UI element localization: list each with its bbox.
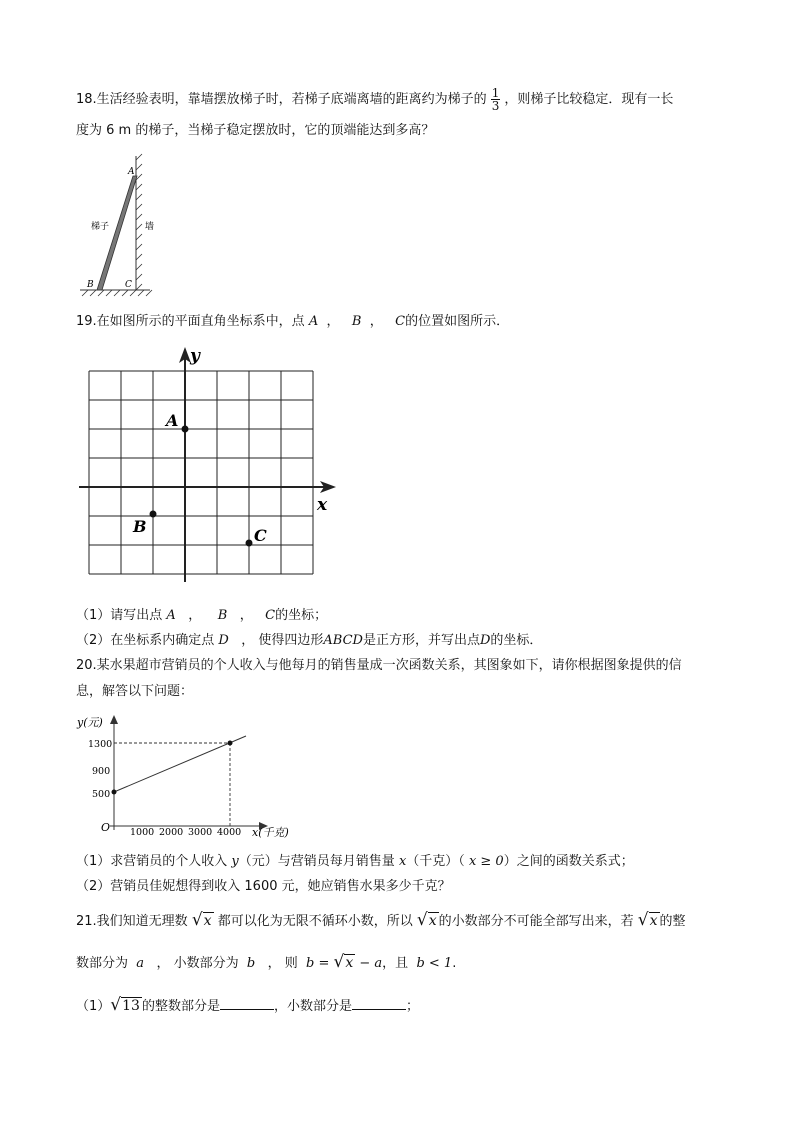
sqrt-13: √13 <box>110 995 140 1015</box>
function-line <box>114 736 246 792</box>
q21-sub1-text: 的整数部分是 <box>141 999 220 1014</box>
point-b-label: B <box>87 280 94 290</box>
point-b-label: B <box>133 517 147 536</box>
separator: ， <box>369 314 383 329</box>
q19-text: 19.在如图所示的平面直角坐标系中，点 <box>76 314 305 329</box>
q20-sub2: （2）营销员佳妮想得到收入 1600 元，她应销售水果多少千克？ <box>76 879 451 894</box>
point-c-label: C <box>125 280 132 290</box>
q20-line1: 20.某水果超市营销员的个人收入与他每月的销售量成一次函数关系，其图象如下，请你根据图象提供的信 <box>76 658 682 673</box>
coordinate-grid <box>74 342 336 588</box>
wall-hatch <box>136 154 142 290</box>
quadrilateral-abcd: ABCD <box>323 633 363 648</box>
ground-hatch <box>82 290 152 296</box>
fraction-numerator: 1 <box>491 86 500 100</box>
period: . <box>452 956 457 971</box>
ytick-900: 900 <box>92 766 111 777</box>
grid-lines <box>89 371 313 574</box>
chart-x-label: x(千克) <box>252 826 289 839</box>
ladder-label: 梯子 <box>91 222 110 232</box>
ladder-shape <box>97 176 137 290</box>
q19-text: 的位置如图所示． <box>405 314 510 329</box>
q21-line1 <box>76 910 686 932</box>
point-b: B <box>351 314 362 329</box>
wall-label: 墙 <box>145 222 155 232</box>
radicand: x <box>345 955 354 971</box>
chart-y-arrow <box>110 715 118 724</box>
q21-text: ，且 <box>382 956 409 971</box>
equation-rhs: − a <box>359 956 383 971</box>
q19-sub2-text: ， 使得四边形 <box>241 633 324 648</box>
var-x: x <box>398 854 407 869</box>
point-c-dot <box>246 540 253 547</box>
q21-text: 的小数部分不可能全部写出来，若 <box>438 914 634 929</box>
q21-text: 的整 <box>659 914 686 929</box>
q21-sub1-text: （1） <box>76 999 111 1014</box>
q21-line2 <box>76 952 456 974</box>
q21-text: 21.我们知道无理数 <box>76 914 188 929</box>
condition-b: b < 1 <box>416 956 453 971</box>
equation-lhs: b = <box>306 956 330 971</box>
q20-sub1-text: （1）求营销员的个人收入 <box>76 854 228 869</box>
point-a-label: A <box>166 411 179 430</box>
q19-sub2-text: 的坐标． <box>490 633 543 648</box>
separator: ， <box>326 314 340 329</box>
ytick-1300: 1300 <box>88 739 113 750</box>
q18-line2: 度为 6 m 的梯子，当梯子稳定摆放时，它的顶端能达到多高？ <box>76 123 435 138</box>
q20-sub1-text: （千克）（ <box>406 854 465 869</box>
point-a: A <box>308 314 319 329</box>
point-c-label: C <box>254 526 267 545</box>
q21-text: 都可以化为无限不循环小数，所以 <box>217 914 413 929</box>
point-a-label: A <box>128 167 135 177</box>
fraction-one-third <box>491 87 501 112</box>
point-d: D <box>218 633 229 648</box>
var-y: y <box>231 854 239 869</box>
xtick-2000: 2000 <box>159 827 184 838</box>
point-start <box>112 790 117 795</box>
q20-sub1-text: ）之间的函数关系式； <box>503 854 634 869</box>
x-axis-label: x <box>317 495 328 515</box>
point-d: D <box>479 633 491 648</box>
point-c: C <box>395 314 406 329</box>
q18-line1 <box>76 87 673 112</box>
q19-sub1 <box>76 606 327 626</box>
var-b: b <box>246 956 256 971</box>
chart-origin: O <box>101 821 111 834</box>
income-chart <box>74 712 300 840</box>
point-b: B <box>217 608 228 623</box>
q19-sub1-text: （1）请写出点 <box>76 608 163 623</box>
q19-sub2-text: （2）在坐标系内确定点 <box>76 633 215 648</box>
q18-text: 18.生活经验表明，靠墙摆放梯子时，若梯子底端离墙的距离约为梯子的 <box>76 92 487 107</box>
separator: ， <box>239 608 253 623</box>
q19-sub2 <box>76 631 542 651</box>
xtick-3000: 3000 <box>188 827 213 838</box>
q21-text: ， 则 <box>267 956 298 971</box>
radicand: x <box>649 913 658 929</box>
answer-blank-integer[interactable] <box>220 995 274 1010</box>
xtick-1000: 1000 <box>130 827 155 838</box>
q18-text: ，则梯子比较稳定．现有一长 <box>504 92 674 107</box>
q21-text: 数部分为 <box>76 956 129 971</box>
fraction-denominator: 3 <box>491 99 500 113</box>
point-c: C <box>265 608 276 623</box>
ladder-figure <box>78 152 158 298</box>
xtick-4000: 4000 <box>217 827 242 838</box>
point-a: A <box>166 608 176 623</box>
condition-x-nonnegative: x ≥ 0 <box>468 854 504 869</box>
q21-sub1-text: ，小数部分是 <box>273 999 352 1014</box>
point-b-dot <box>150 511 157 518</box>
q21-sub1 <box>76 995 419 1017</box>
q20-line2: 息，解答以下问题： <box>76 684 194 699</box>
sqrt-x: √x <box>637 910 658 930</box>
sqrt-x: √x <box>191 910 212 930</box>
q20-sub1-text: （元）与营销员每月销售量 <box>238 854 395 869</box>
point-end <box>228 741 233 746</box>
point-a-dot <box>182 426 189 433</box>
separator: ， <box>188 608 202 623</box>
q19-sub1-text: 的坐标； <box>275 608 328 623</box>
q19-intro <box>76 312 509 332</box>
chart-y-label: y(元) <box>77 716 103 729</box>
sqrt-x: √x <box>416 910 437 930</box>
answer-blank-decimal[interactable] <box>352 995 406 1010</box>
q19-sub2-text: 是正方形，并写出点 <box>362 633 480 648</box>
sqrt-x: √x <box>333 952 354 972</box>
q21-text: ， 小数部分为 <box>156 956 239 971</box>
radicand: 13 <box>122 998 140 1014</box>
radicand: x <box>428 913 437 929</box>
q21-sub1-text: ； <box>405 999 419 1014</box>
radicand: x <box>203 913 212 929</box>
q20-sub1 <box>76 852 634 872</box>
var-a: a <box>136 956 145 971</box>
y-axis-label: y <box>190 346 200 366</box>
ytick-500: 500 <box>92 789 111 800</box>
